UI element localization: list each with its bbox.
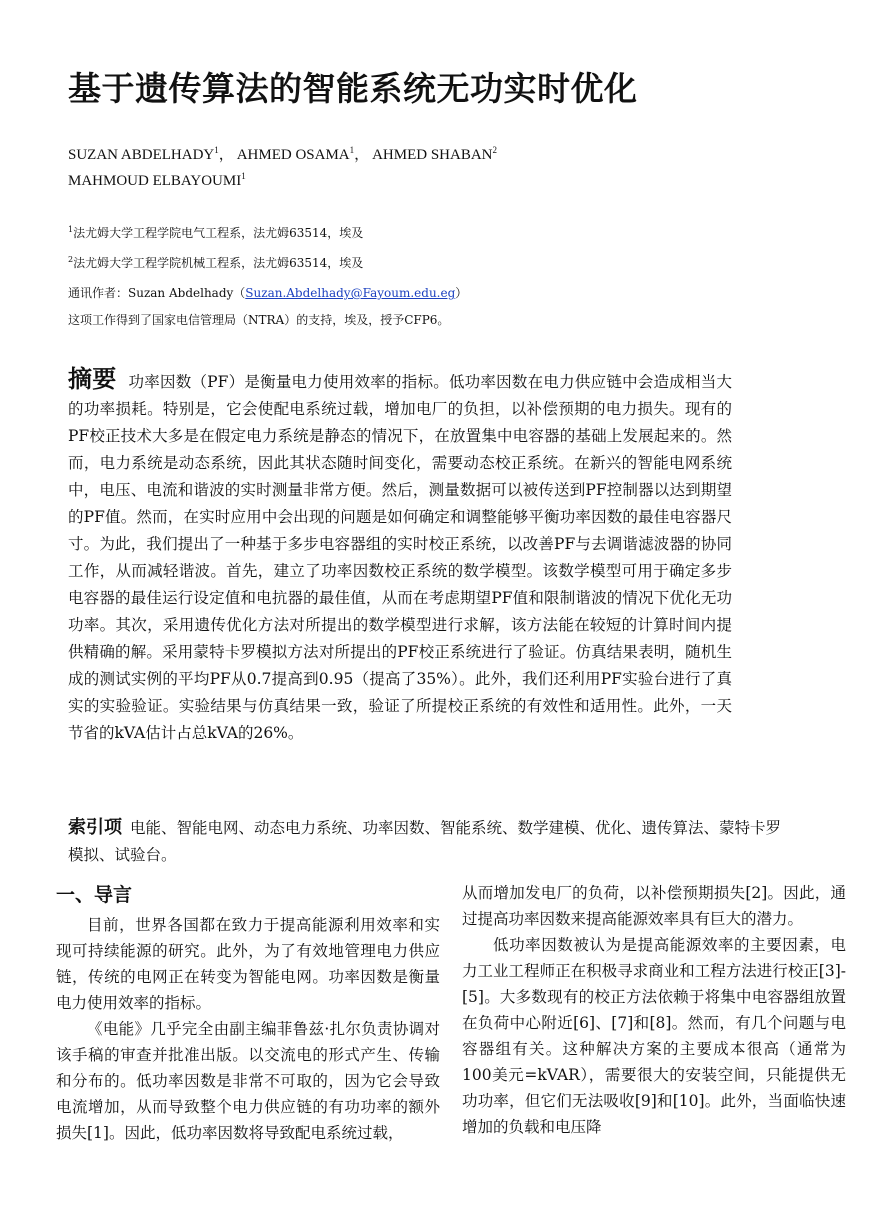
affiliation-1: $^1$法尤姆大学工程学院电气工程系，法尤姆63514，埃及 [68,225,364,240]
paragraph: 低功率因数被认为是提高能源效率的主要因素，电力工业工程师正在积极寻求商业和工程方法进行校正[3]-[5]。大多数现有的校正方法依赖于将集中电容器组放置在负荷中心附近[6]、[7]和[8]。然而，有几个问题与电容器组有关。这种解决方案的主要成本很高（通常为100美元=kVAR），需要很大的安装空间，只能提供无功功率，但它们无法吸收[9]和[10]。此外，当面临快速增加的负载和电压降 [462,936,846,1136]
email-link[interactable]: Suzan.Abdelhady@Fayoum.edu.eg [245,286,456,300]
author-name: MAHMOUD ELBAYOUMI$^1$ [68,171,246,189]
paragraph: 目前，世界各国都在致力于提高能源利用效率和实现可持续能源的研究。此外，为了有效地管理电力供应链，传统的电网正在转变为智能电网。功率因数是衡量电力使用效率的指标。 [56,916,440,1012]
abstract-label: 摘要 [68,365,117,393]
index-terms-text: 电能、智能电网、动态电力系统、功率因数、智能系统、数学建模、优化、遗传算法、蒙特卡罗模拟、试验台。 [68,819,782,864]
funding-note: 这项工作得到了国家电信管理局（NTRA）的支持，埃及，授予CFP6。 [68,313,450,327]
author-list: SUZAN ABDELHADY$^1$， AHMED OSAMA$^1$， AHMED SHABAN$^2$ MAHMOUD ELBAYOUMI$^1$ [68,145,498,189]
corresponding-author: 通讯作者：Suzan Abdelhady（Suzan.Abdelhady@Fayoum.edu.eg） [68,286,468,300]
paper-title: 基于遗传算法的智能系统无功实时优化 [68,69,638,108]
affiliation-2: $^2$法尤姆大学工程学院机械工程系，法尤姆63514，埃及 [68,255,364,270]
paragraph: 从而增加发电厂的负荷，以补偿预期损失[2]。因此，通过提高功率因数来提高能源效率具有巨大的潜力。 [462,884,846,928]
section-heading: 一、导言 [56,884,133,906]
abstract-text: 功率因数（PF）是衡量电力使用效率的指标。低功率因数在电力供应链中会造成相当大的功率损耗。特别是，它会使配电系统过载，增加电厂的负担，以补偿预期的电力损失。现有的PF校正技术大多是在假定电力系统是静态的情况下，在放置集中电容器的基础上发展起来的。然而，电力系统是动态系统，因此其状态随时间变化，需要动态校正系统。在新兴的智能电网系统中，电压、电流和谐波的实时测量非常方便。然后，测量数据可以被传送到PF控制器以达到期望的PF值。然而，在实时应用中会出现的问题是如何确定和调整能够平衡功率因数的最佳电容器尺寸。为此，我们提出了一种基于多步电容器组的实时校正系统，以改善PF与去调谐滤波器的协同工作，从而减轻谐波。首先，建立了功率因数校正系统的数学模型。该数学模型可用于确定多步电容器的最佳运行设定值和电抗器的最佳值，从而在考虑期望PF值和限制谐波的情况下优化无功功率。其次，采用遗传优化方法对所提出的数学模型进行求解，该方法能在较短的计算时间内提供精确的解。采用蒙特卡罗模拟方法对所提出的PF校正系统进行了验证。仿真结果表明，随机生成的测试实例的平均PF从0.7提高到0.95（提高了35%）。此外，我们还利用PF实验台进行了真实的实验验证。实验结果与仿真结果一致，验证了所提校正系统的有效性和适用性。此外，一天节省的kVA估计占总kVA的26%。 [68,373,733,742]
right-column [462,880,846,1140]
paragraph: 《电能》几乎完全由副主编菲鲁兹·扎尔负责协调对该手稿的审查并批准出版。以交流电的形式产生、传输和分布的。低功率因数是非常不可取的，因为它会导致电流增加，从而导致整个电力供应链的有功功率的额外损失[1]。因此，低功率因数将导致配电系统过载， [56,1020,440,1142]
author-name: AHMED SHABAN$^2$ [372,145,498,163]
author-name: SUZAN ABDELHADY$^1$ [68,145,219,163]
index-terms [68,814,788,869]
left-column [56,880,440,1146]
abstract [68,366,732,747]
index-terms-label: 索引项 [68,817,122,838]
author-name: AHMED OSAMA$^1$ [236,145,355,163]
